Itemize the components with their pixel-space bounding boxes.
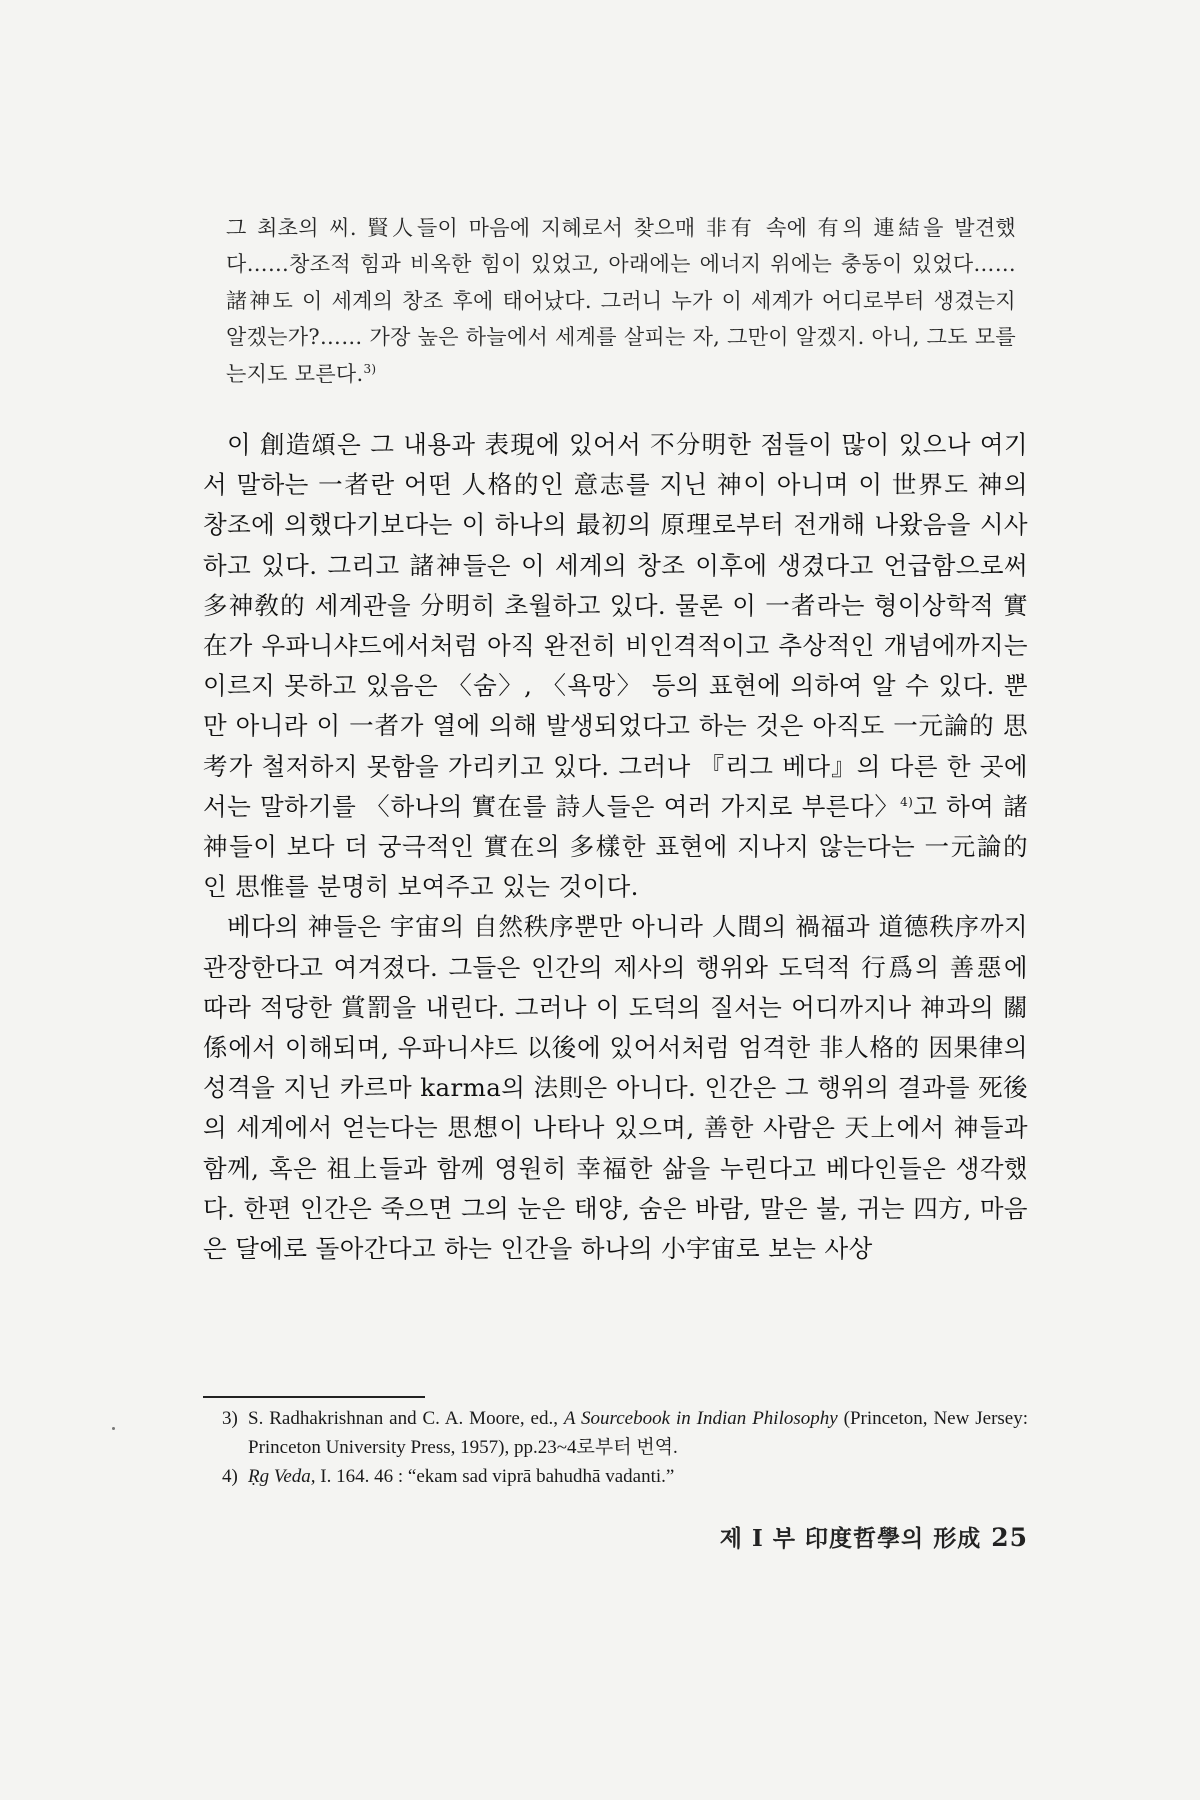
paragraph-1-part-b: 고 하여 諸神들이 보다 더 궁극적인 實在의 多樣한 표현에 지나지 않는다는 一元論的인 思惟를 분명히 보여주고 있는 것이다. xyxy=(203,791,1028,902)
footnote-book-title: Ṛg Veda, xyxy=(248,1466,316,1487)
footnote-4 xyxy=(222,1462,1028,1491)
scan-speck xyxy=(112,1427,115,1430)
footnotes xyxy=(222,1404,1028,1491)
quote-text: 그 최초의 씨. 賢人들이 마음에 지혜로서 찾으매 非有 속에 有의 連結을 발견했다……창조적 힘과 비옥한 힘이 있었고, 아래에는 에너지 위에는 충동이 있었다……諸神도 이 세계의 창조 후에 태어났다. 그러니 누가 이 세계가 어디로부터 생겼는지 알겠는가?…… 가장 높은 하늘에서 세계를 살피는 자, 그만이 알겠지. 아니, 그도 모를는지도 모른다. xyxy=(226,216,1016,386)
footnote-text: I. 164. 46 : “ekam sad viprā bahudhā vadanti.” xyxy=(315,1466,675,1487)
footnote-ref-4: 4) xyxy=(900,794,914,809)
page-footer xyxy=(690,1520,1028,1553)
paragraph-1 xyxy=(203,425,1028,907)
paragraph-2: 베다의 神들은 宇宙의 自然秩序뿐만 아니라 人間의 禍福과 道德秩序까지 관장한다고 여겨졌다. 그들은 인간의 제사의 행위와 도덕적 行爲의 善惡에 따라 적당한 賞罰을 내린다. 그러나 이 도덕의 질서는 어디까지나 神과의 關係에서 이해되며, 우파니샤드 以後에 있어서처럼 엄격한 非人格的 因果律의 성격을 지닌 카르마 karma의 法則은 아니다. 인간은 그 행위의 결과를 死後의 세계에서 얻는다는 思想이 나타나 있으며, 善한 사람은 天上에서 神들과 함께, 혹은 祖上들과 함께 영원히 幸福한 삶을 누린다고 베다인들은 생각했다. 한편 인간은 죽으면 그의 눈은 태양, 숨은 바람, 말은 불, 귀는 四方, 마음은 달에로 돌아간다고 하는 인간을 하나의 小宇宙로 보는 사상 xyxy=(203,912,1028,1264)
footnote-text: (Princeton, New Jersey: Princeton University Press, 1957), pp.23~4로부터 번역. xyxy=(248,1408,1029,1458)
footnote-book-title: A Sourcebook in Indian Philosophy xyxy=(563,1408,838,1429)
quoted-verse xyxy=(226,210,1016,392)
footnote-divider xyxy=(203,1396,425,1398)
footnote-3 xyxy=(222,1404,1028,1462)
footnote-label: 4) xyxy=(222,1466,238,1487)
running-section-title: 제 I 부 印度哲學의 形成 xyxy=(719,1525,982,1552)
paragraph-1-part-a: 이 創造頌은 그 내용과 表現에 있어서 不分明한 점들이 많이 있으나 여기서 말하는 一者란 어떤 人格的인 意志를 지닌 神이 아니며 이 世界도 神의 창조에 의했다기보다는 이 하나의 最初의 原理로부터 전개해 나왔음을 시사하고 있다. 그리고 諸神들은 이 세계의 창조 이후에 생겼다고 언급함으로써 多神敎的 세계관을 分明히 초월하고 있다. 물론 이 一者라는 형이상학적 實在가 우파니샤드에서처럼 아직 완전히 비인격적이고 추상적인 개념에까지는 이르지 못하고 있음은 〈숨〉, 〈욕망〉 등의 표현에 의하여 알 수 있다. 뿐만 아니라 이 一者가 열에 의해 발생되었다고 하는 것은 아직도 一元論的 思考가 철저하지 못함을 가리키고 있다. 그러나 『리그 베다』의 다른 한 곳에서는 말하기를 〈하나의 實在를 詩人들은 여러 가지로 부른다〉 xyxy=(203,430,1028,821)
page-number: 25 xyxy=(991,1523,1028,1552)
footnote-label: 3) xyxy=(222,1408,238,1429)
footnote-text: S. Radhakrishnan and C. A. Moore, ed., xyxy=(248,1408,564,1429)
footnote-ref-3: 3) xyxy=(363,361,377,376)
main-text xyxy=(203,425,1028,1269)
